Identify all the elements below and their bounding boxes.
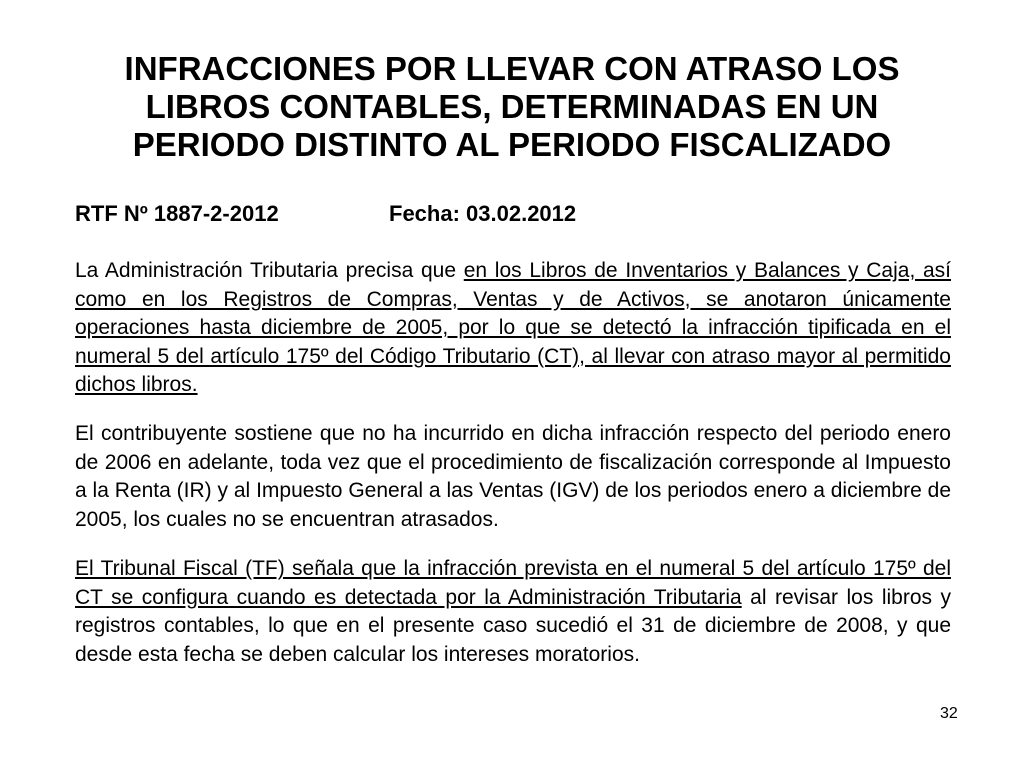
paragraph-administration (75, 257, 951, 400)
resolution-date: Fecha: 03.02.2012 (389, 201, 577, 226)
paragraph-tribunal-underlined: El Tribunal Fiscal (TF) señala que la infracción prevista en el numeral 5 del artículo 175º del CT se configura cuando es detectada por la Administración Tributaria (75, 557, 951, 609)
slide-title (70, 50, 954, 164)
paragraph-taxpayer-text: El contribuyente sostiene que no ha incurrido en dicha infracción respecto del periodo enero de 2006 en adelante, toda vez que el procedimiento de fiscalización corresponde al Impuesto a la Renta (IR) y al Impuesto General a las Ventas (IGV) de los periodos enero a diciembre de 2005, los cuales no se encuentran atrasados. (75, 422, 951, 531)
title-line-3: PERIODO DISTINTO AL PERIODO FISCALIZADO (132, 126, 892, 163)
page-number: 32 (940, 705, 958, 722)
title-line-1: INFRACCIONES POR LLEVAR CON ATRASO LOS (124, 50, 900, 87)
paragraph-taxpayer (75, 420, 951, 534)
title-line-2: LIBROS CONTABLES, DETERMINADAS EN UN (145, 88, 879, 125)
resolution-reference (75, 201, 577, 227)
paragraph-tribunal-rest: al revisar los libros y registros contables, lo que en el presente caso sucedió el 31 de diciembre de 2008, y que desde esta fecha se deben calcular los intereses moratorios. (75, 585, 952, 666)
rtf-number: RTF Nº 1887-2-2012 (75, 201, 279, 226)
paragraph-administration-underlined: en los Libros de Inventarios y Balances y Caja, así como en los Registros de Compras, Ventas y de Activos, se anotaron únicamente operaciones hasta diciembre de 2005, por lo que se detectó la infracción tipificada en el numeral 5 del artículo 175º del Código Tributario (CT), al llevar con atraso mayor al permitido dichos libros. (75, 259, 951, 396)
paragraph-administration-lead: La Administración Tributaria precisa que (75, 259, 464, 282)
paragraph-tribunal (75, 555, 951, 669)
